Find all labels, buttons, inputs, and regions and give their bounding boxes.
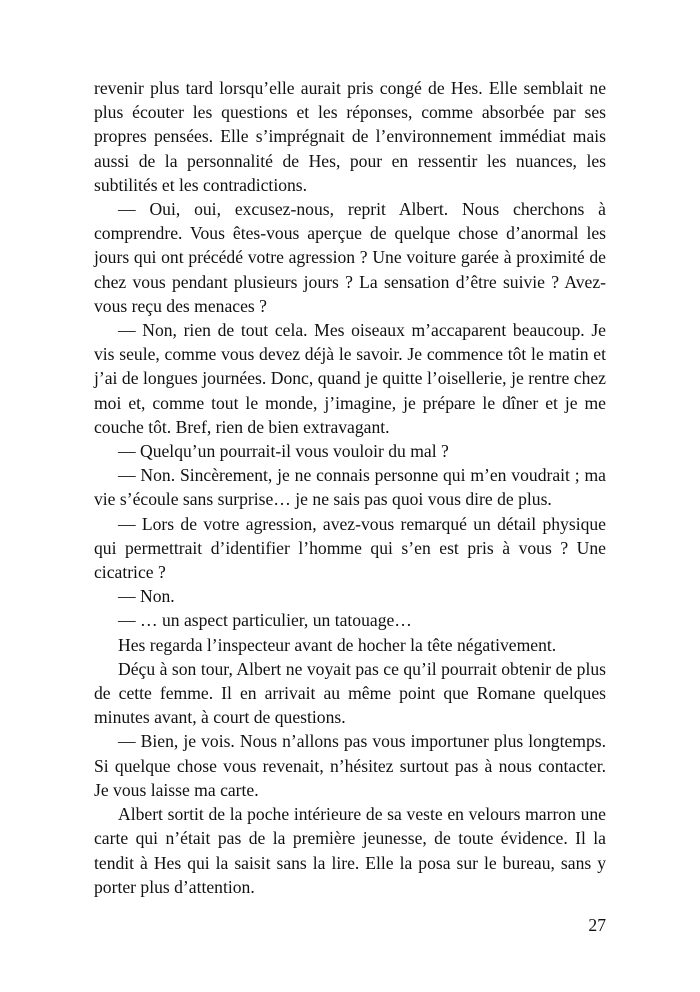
paragraph-dialogue-no: — Non.	[118, 586, 175, 607]
paragraph-narration-albert-disappointed: Déçu à son tour, Albert ne voyait pas ce qu’il pourrait obtenir de plus de cette femme. Il en arrivait au même point que Romane quelques minutes avant, à court de questions.	[94, 658, 606, 728]
paragraph-narration-card-given: Albert sortit de la poche intérieure de sa veste en velours marron une carte qui n’était pas de la première jeunesse, de toute évidence. Il la tendit à Hes qui la saisit sans la lire. Elle la posa sur le bureau, sans y porter plus d’attention.	[94, 804, 606, 897]
page-number: 27	[588, 915, 606, 935]
paragraph-dialogue-albert-card: — Bien, je vois. Nous n’allons pas vous importuner plus longtemps. Si quelque chose vous revenait, n’hésitez surtout pas à nous contacter. Je vous laisse ma carte.	[94, 731, 606, 800]
paragraph-narration-hes-shakes-head: Hes regarda l’inspecteur avant de hocher la tête négativement.	[118, 634, 557, 655]
paragraph-continuation: revenir plus tard lorsqu’elle aurait pris congé de Hes. Elle semblait ne plus écouter les questions et les réponses, comme absorbée par ses propres pensées. Elle s’imprégnait de l’environnement immédiat mais aussi de la personnalité de Hes, pour en ressentir les nuances, les subtilités et les contradictions.	[94, 78, 606, 195]
paragraph-dialogue-hes-routine: — Non, rien de tout cela. Mes oiseaux m’accaparent beaucoup. Je vis seule, comme vous devez déjà le savoir. Je commence tôt le matin et j’ai de longues journées. Donc, quand je quitte l’oisellerie, je rentre chez moi et, comme tout le monde, j’imagine, je prépare le dîner et je me couche tôt. Bref, rien de bien extravagant.	[94, 320, 606, 437]
paragraph-dialogue-question-enemies: — Quelqu’un pourrait-il vous vouloir du mal ?	[118, 441, 449, 462]
paragraph-dialogue-tattoo: — … un aspect particulier, un tatouage…	[118, 610, 412, 631]
paragraph-dialogue-physical-detail: — Lors de votre agression, avez-vous remarqué un détail physique qui permettrait d’identifier l’homme qui s’en est pris à vous ? Une cicatrice ?	[94, 513, 606, 583]
paragraph-dialogue-hes-no-one: — Non. Sincèrement, je ne connais personne qui m’en voudrait ; ma vie s’écoule sans surprise… je ne sais pas quoi vous dire de plus.	[94, 465, 606, 510]
paragraph-dialogue-albert-questions: — Oui, oui, excusez-nous, reprit Albert. Nous cherchons à comprendre. Vous êtes-vous aperçue de quelque chose d’anormal les jours qui ont précédé votre agression ? Une voiture garée à proximité de chez vous pendant plusieurs jours ? La sensation d’être suivie ? Avez-vous reçu des menaces ?	[94, 199, 606, 316]
page-body	[94, 76, 606, 899]
